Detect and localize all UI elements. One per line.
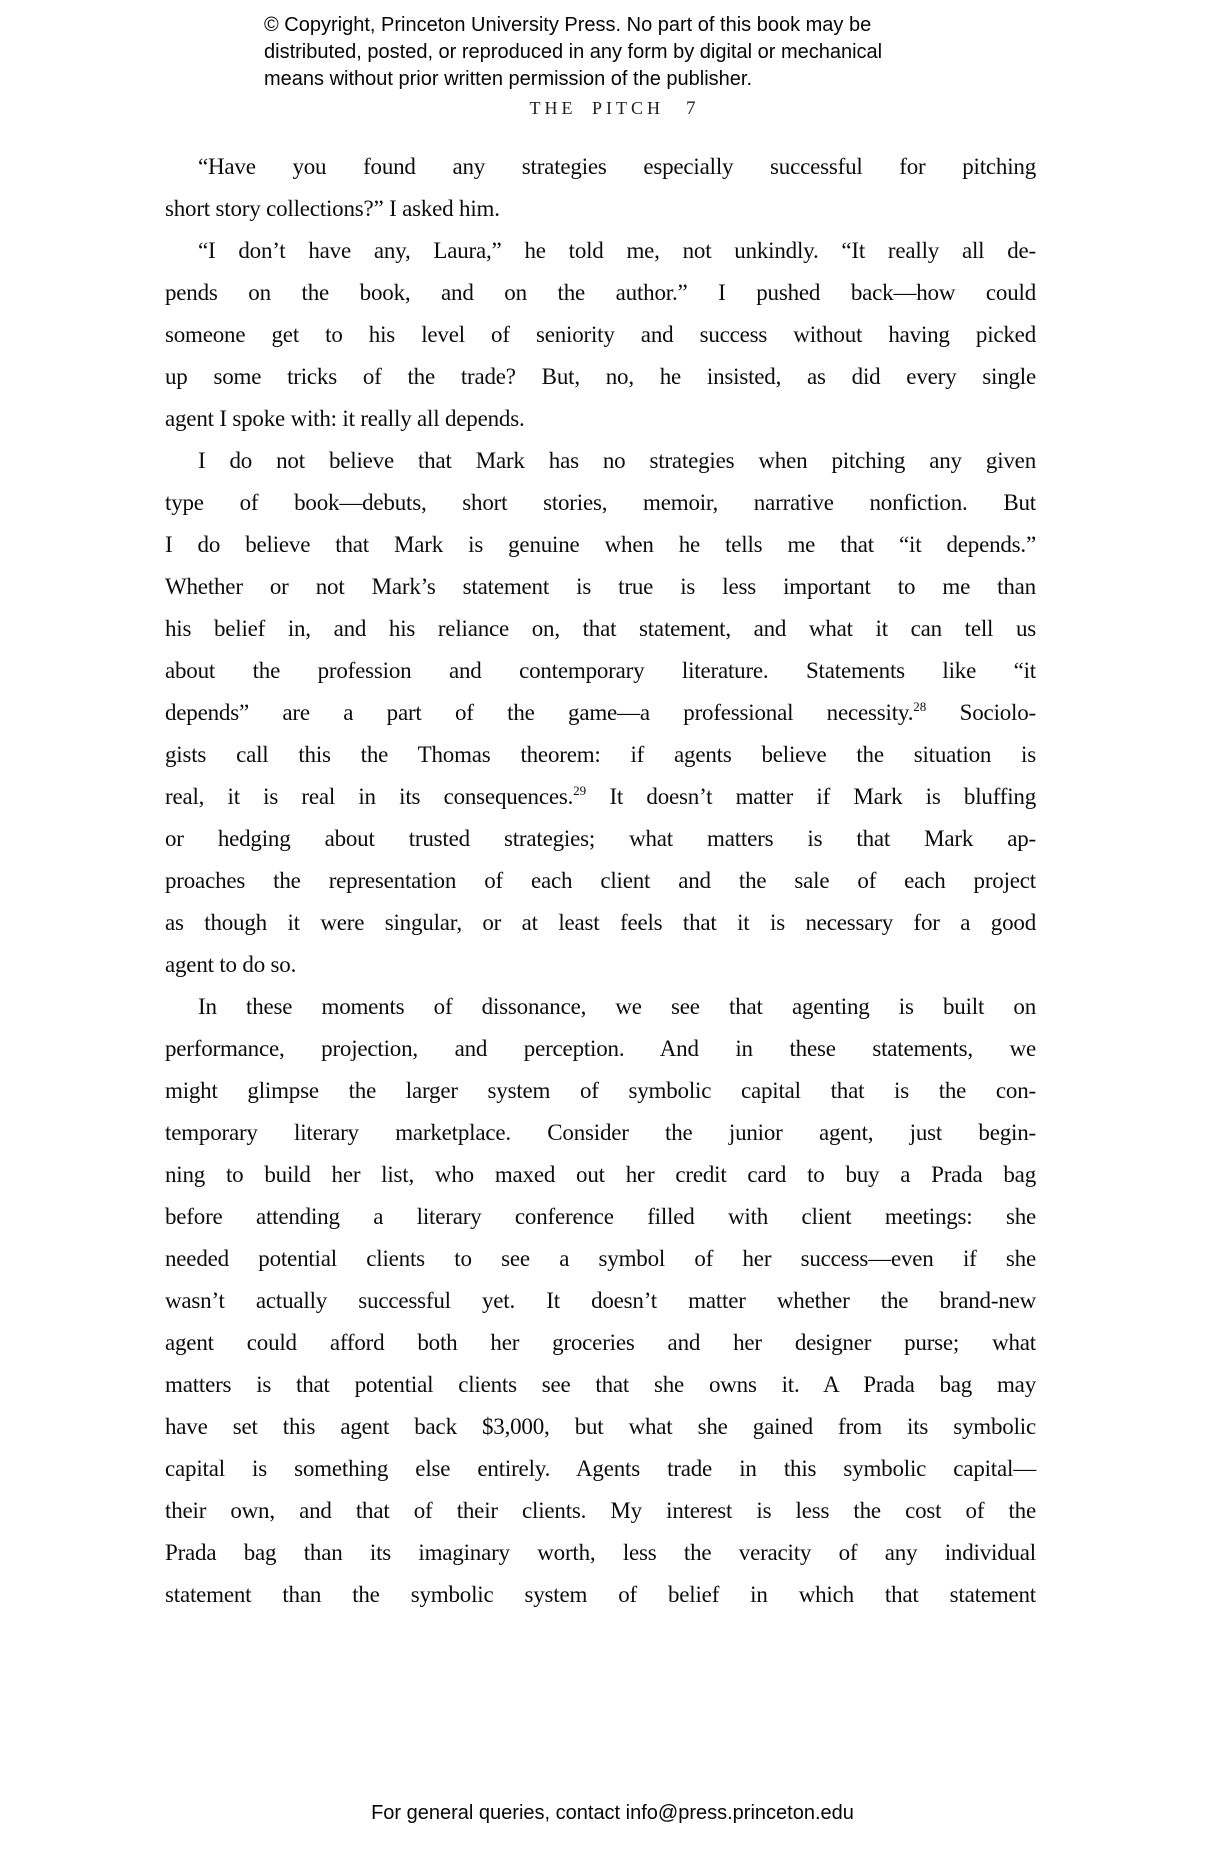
text-line: depends” are a part of the game—a professional necessity.$^{28}$ Sociolo- <box>165 699 1037 725</box>
text-line: “Have you found any strategies especially successful for pitching <box>198 154 1036 179</box>
body-text <box>165 146 1036 1616</box>
text-line: In these moments of dissonance, we see that agenting is built on <box>198 994 1036 1019</box>
text-line: ning to build her list, who maxed out her credit card to buy a Prada bag <box>165 1162 1036 1187</box>
text-line: as though it were singular, or at least feels that it is necessary for a good <box>165 910 1036 935</box>
copyright-line: © Copyright, Princeton University Press. No part of this book may be <box>264 14 872 36</box>
paragraph <box>165 986 1036 1616</box>
text-line: Prada bag than its imaginary worth, less the veracity of any individual <box>165 1540 1036 1565</box>
footnote-reference: 29 <box>573 783 587 798</box>
text-line: real, it is real in its consequences.$^{29}$ It doesn’t matter if Mark is bluffing <box>165 783 1036 809</box>
text-line: about the profession and contemporary literature. Statements like “it <box>165 658 1036 683</box>
text-line: agent to do so. <box>165 952 297 977</box>
text-line: short story collections?” I asked him. <box>165 196 500 221</box>
text-line: their own, and that of their clients. My interest is less the cost of the <box>165 1498 1036 1523</box>
text-line: might glimpse the larger system of symbolic capital that is the con- <box>165 1078 1036 1103</box>
text-line: wasn’t actually successful yet. It doesn’t matter whether the brand-new <box>165 1288 1036 1313</box>
paragraph <box>165 440 1036 986</box>
text-line: up some tricks of the trade? But, no, he insisted, as did every single <box>165 364 1036 389</box>
text-line: performance, projection, and perception. And in these statements, we <box>165 1036 1036 1061</box>
page-number: 7 <box>686 98 696 119</box>
running-head <box>0 98 1225 120</box>
copyright-notice <box>264 12 882 93</box>
text-line: I do believe that Mark is genuine when he tells me that “it depends.” <box>165 532 1036 557</box>
text-line: Whether or not Mark’s statement is true is less important to me than <box>165 574 1036 599</box>
text-line: proaches the representation of each client and the sale of each project <box>165 868 1036 893</box>
text-line: agent I spoke with: it really all depends. <box>165 406 525 431</box>
paragraph <box>165 230 1036 440</box>
text-line: pends on the book, and on the author.” I pushed back—how could <box>165 280 1036 305</box>
text-line: statement than the symbolic system of belief in which that statement <box>165 1582 1036 1607</box>
paragraph <box>165 146 1036 230</box>
copyright-line: means without prior written permission of the publisher. <box>264 68 753 90</box>
copyright-line: distributed, posted, or reproduced in any form by digital or mechanical <box>264 41 883 63</box>
text-line: before attending a literary conference filled with client meetings: she <box>165 1204 1036 1229</box>
text-line: or hedging about trusted strategies; what matters is that Mark ap- <box>165 826 1036 851</box>
text-line: needed potential clients to see a symbol of her success—even if she <box>165 1246 1036 1271</box>
text-line: his belief in, and his reliance on, that statement, and what it can tell us <box>165 616 1036 641</box>
footer-queries-contact: For general queries, contact info@press.princeton.edu <box>371 1802 854 1824</box>
text-line: I do not believe that Mark has no strategies when pitching any given <box>198 448 1036 473</box>
text-line: gists call this the Thomas theorem: if agents believe the situation is <box>165 742 1036 767</box>
text-line: agent could afford both her groceries and her designer purse; what <box>165 1330 1036 1355</box>
text-line: “I don’t have any, Laura,” he told me, not unkindly. “It really all de- <box>198 238 1036 263</box>
text-line: have set this agent back $3,000, but what she gained from its symbolic <box>165 1414 1036 1439</box>
text-line: temporary literary marketplace. Consider the junior agent, just begin- <box>165 1120 1036 1145</box>
text-line: type of book—debuts, short stories, memoir, narrative nonfiction. But <box>165 490 1036 515</box>
chapter-title: THE PITCH <box>529 98 664 118</box>
text-line: matters is that potential clients see that she owns it. A Prada bag may <box>165 1372 1036 1397</box>
text-line: someone get to his level of seniority and success without having picked <box>165 322 1036 347</box>
text-line: capital is something else entirely. Agents trade in this symbolic capital— <box>165 1456 1036 1481</box>
footnote-reference: 28 <box>913 699 927 714</box>
